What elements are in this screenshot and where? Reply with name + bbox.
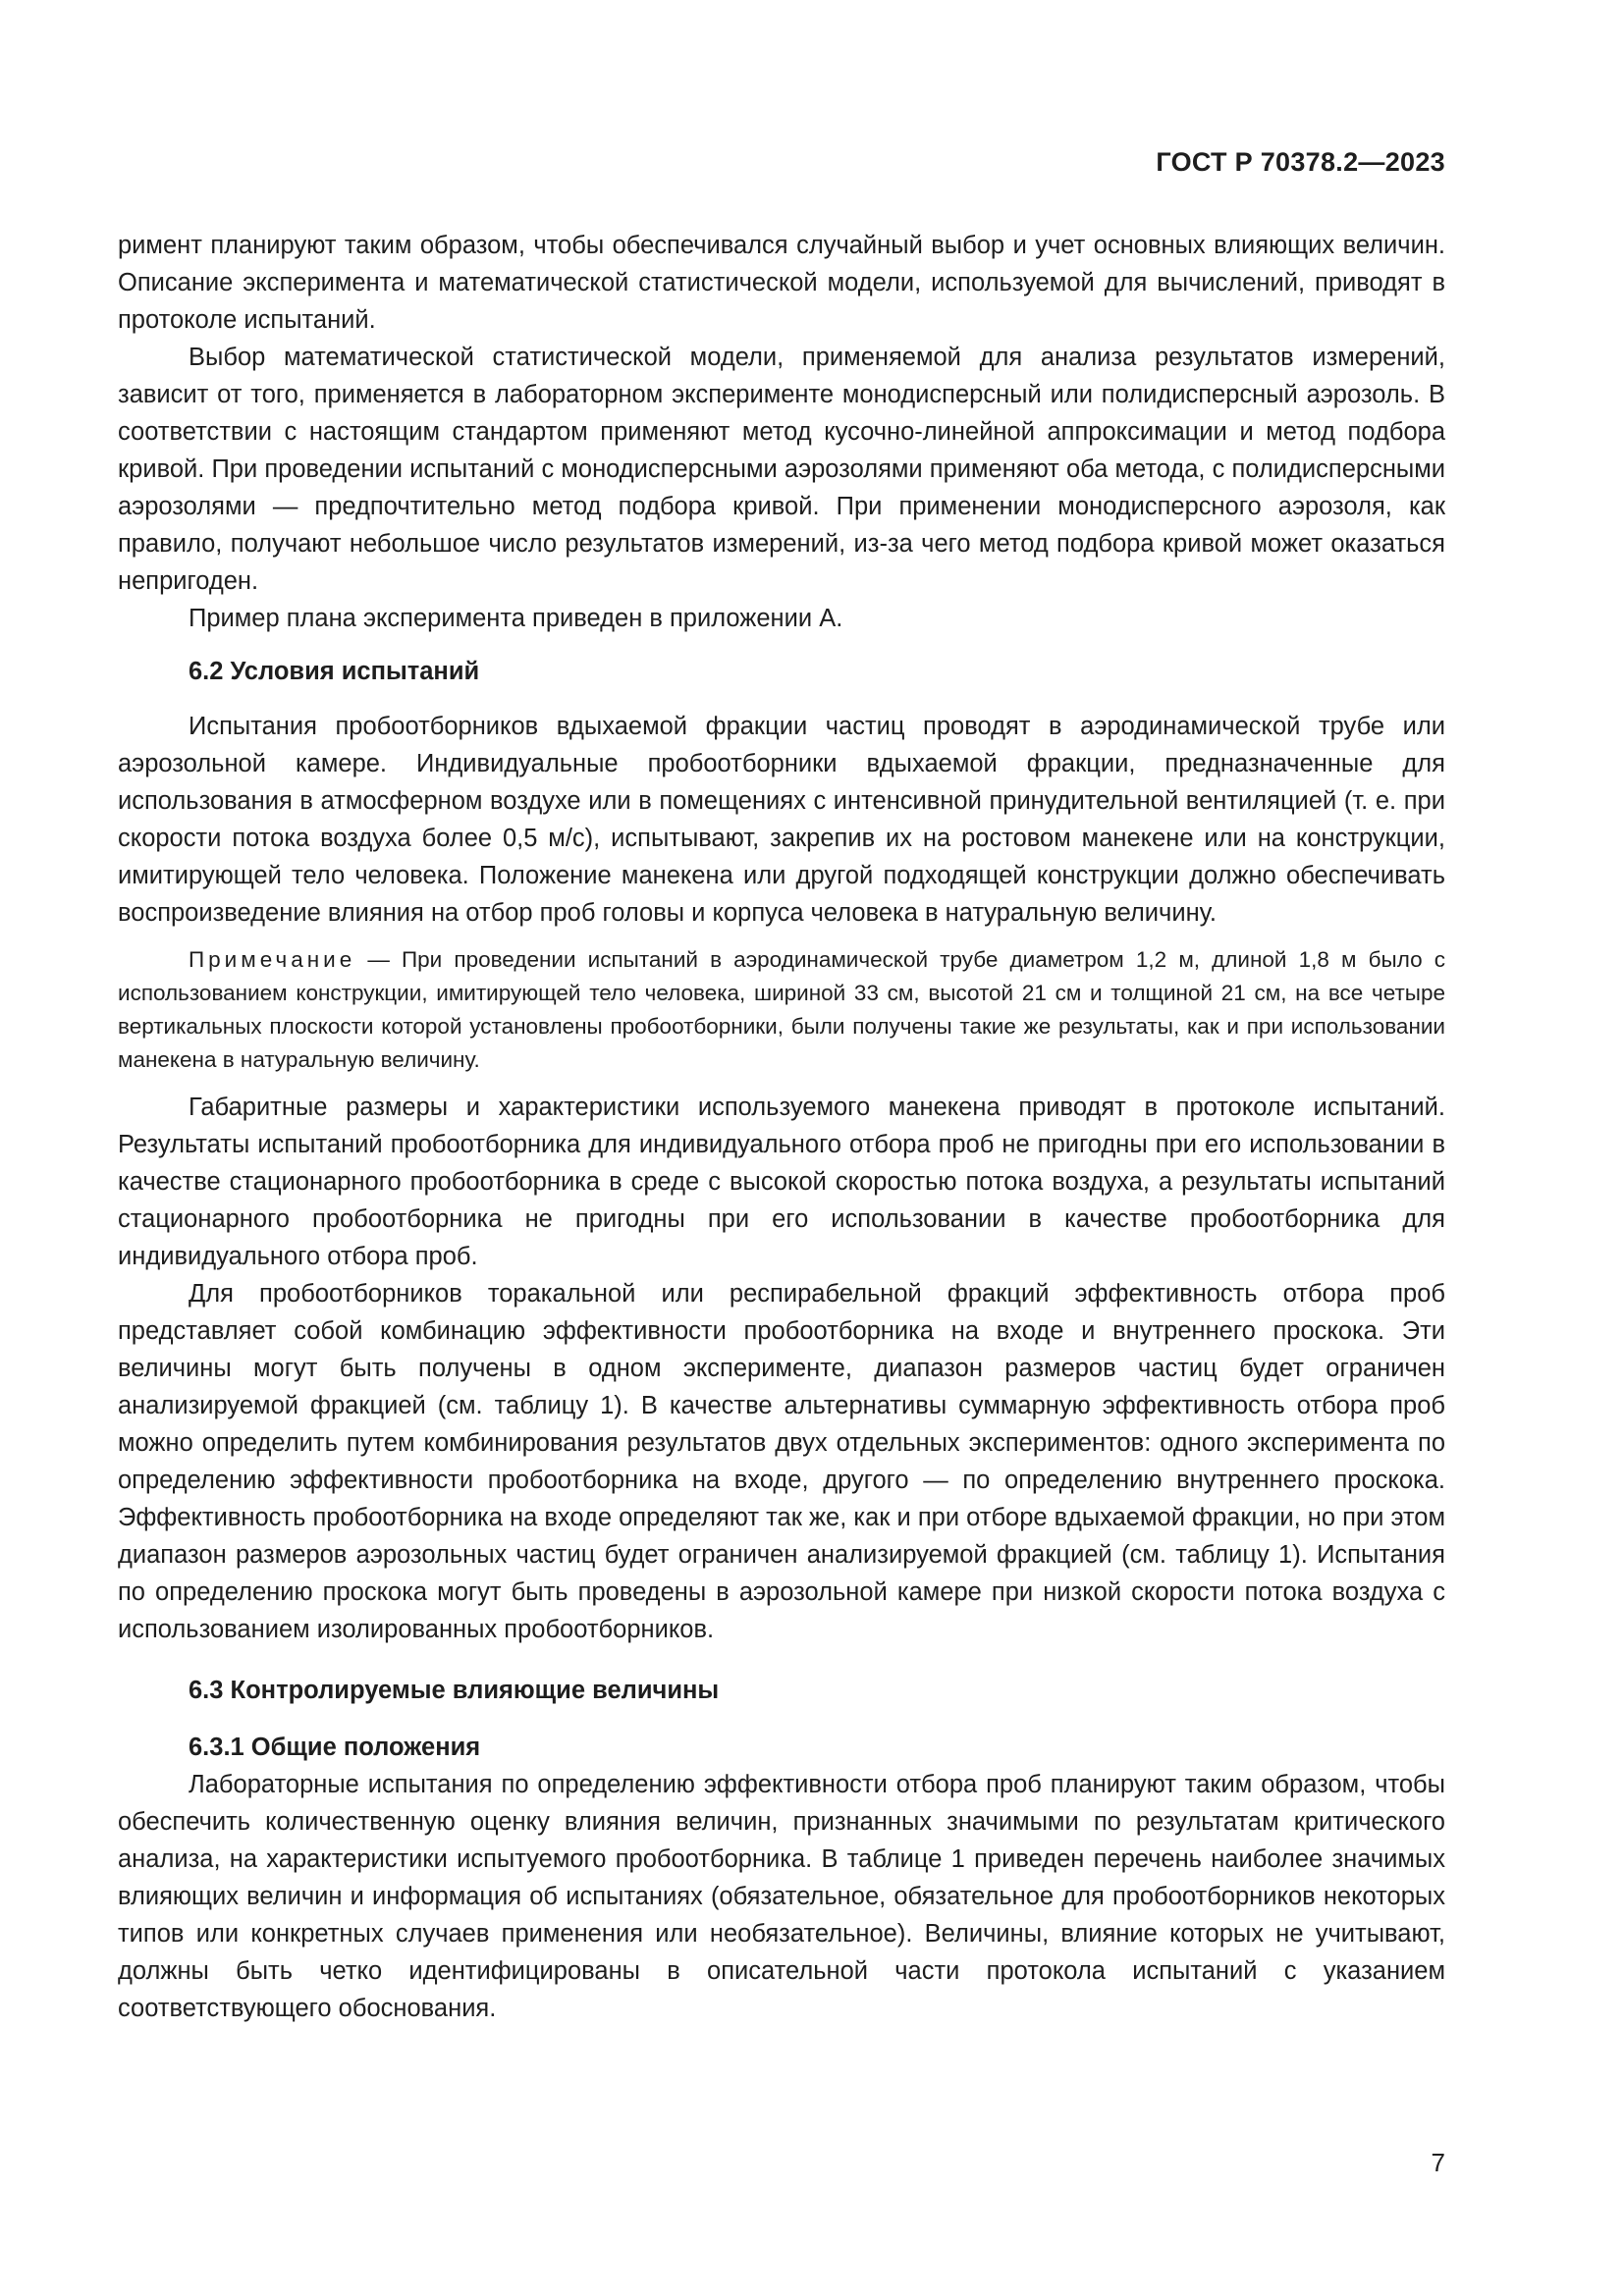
note-block bbox=[118, 943, 1445, 1077]
paragraph-thoracic-respirable: Для пробоотборников торакальной или респирабельной фракций эффективность отбора проб представляет собой комбинацию эффективности пробоотборника на входе и внутреннего проскока. Эти величины могут быть получены в одном эксперименте, диапазон размеров частиц будет ограничен анализируемой фракцией (см. таблицу 1). В качестве альтернативы суммарную эффективность отбора проб можно определить путем комбинирования результатов двух отдельных экспериментов: одного эксперимента по определению эффективности пробоотборника на входе, другого — по определению внутреннего проскока. Эффективность пробоотборника на входе определяют так же, как и при отборе вдыхаемой фракции, но при этом диапазон размеров аэрозольных частиц будет ограничен анализируемой фракцией (см. таблицу 1). Испытания по определению проскока могут быть проведены в аэрозольной камере при низкой скорости потока воздуха с использованием изолированных пробоотборников. bbox=[118, 1280, 1446, 1643]
note-text: — При проведении испытаний в аэродинамической трубе диаметром 1,2 м, длиной 1,8 м было с использованием конструкции, имитирующей тело человека, шириной 33 см, высотой 21 см и толщиной 21 см, на все четыре вертикальных плоскости которой установлены пробоотборники, были получены такие же результаты, как и при использовании манекена в натуральную величину. bbox=[118, 947, 1445, 1072]
paragraph-test-conditions: Испытания пробоотборников вдыхаемой фракции частиц проводят в аэродинамической трубе или аэрозольной камере. Индивидуальные пробоотборники вдыхаемой фракции, предназначенные для использования в атмосферном воздухе или в помещениях с интенсивной принудительной вентиляцией (т. е. при скорости потока воздуха более 0,5 м/с), испытывают, закрепив их на ростовом манекене или на конструкции, имитирующей тело человека. Положение манекена или другой подходящей конструкции должно обеспечивать воспроизведение влияния на отбор проб головы и корпуса человека в натуральную величину. bbox=[118, 713, 1445, 927]
page-content bbox=[118, 227, 1445, 2027]
section-heading-6-3: 6.3 Контролируемые влияющие величины bbox=[189, 1677, 720, 1704]
paragraph-general-provisions: Лабораторные испытания по определению эффективности отбора проб планируют таким образом, чтобы обеспечить количественную оценку влияния величин, признанных значимыми по результатам критического анализа, на характеристики испытуемого пробоотборника. В таблице 1 приведен перечень наиболее значимых влияющих величин и информация об испытаниях (обязательное, обязательное для пробоотборников некоторых типов или конкретных случаев применения или необязательное). Величины, влияние которых не учитывают, должны быть четко идентифицированы в описательной части протокола испытаний с указанием соответствующего обоснования. bbox=[118, 1771, 1445, 2022]
section-heading-6-2: 6.2 Условия испытаний bbox=[189, 658, 480, 685]
page-number: 7 bbox=[1431, 2148, 1445, 2177]
note-label: Примечание bbox=[189, 947, 356, 972]
paragraph-continuation: римент планируют таким образом, чтобы обеспечивался случайный выбор и учет основных влияющих величин. Описание эксперимента и математической статистической модели, используемой для вычислений, приводят в протоколе испытаний. bbox=[118, 232, 1445, 334]
paragraph-model-selection: Выбор математической статистической модели, применяемой для анализа результатов измерений, зависит от того, применяется в лабораторном эксперименте монодисперсный или полидисперсный аэрозоль. В соответствии с настоящим стандартом применяют метод кусочно-линейной аппроксимации и метод подбора кривой. При проведении испытаний с монодисперсными аэрозолями применяют оба метода, с полидисперсными аэрозолями — предпочтительно метод подбора кривой. При применении монодисперсного аэрозоля, как правило, получают небольшое число результатов измерений, из-за чего метод подбора кривой может оказаться непригоден. bbox=[118, 344, 1445, 595]
standard-code: ГОСТ Р 70378.2—2023 bbox=[1156, 147, 1445, 177]
paragraph-dummy-dimensions: Габаритные размеры и характеристики используемого манекена приводят в протоколе испытаний. Результаты испытаний пробоотборника для индивидуального отбора проб не пригодны при его использовании в качестве стационарного пробоотборника в среде с высокой скоростью потока воздуха, а результаты испытаний стационарного пробоотборника не пригодны при его использовании в качестве пробоотборника для индивидуального отбора проб. bbox=[118, 1094, 1445, 1270]
paragraph-plan-example: Пример плана эксперимента приведен в приложении А. bbox=[189, 605, 843, 632]
section-heading-6-3-1: 6.3.1 Общие положения bbox=[189, 1734, 481, 1761]
